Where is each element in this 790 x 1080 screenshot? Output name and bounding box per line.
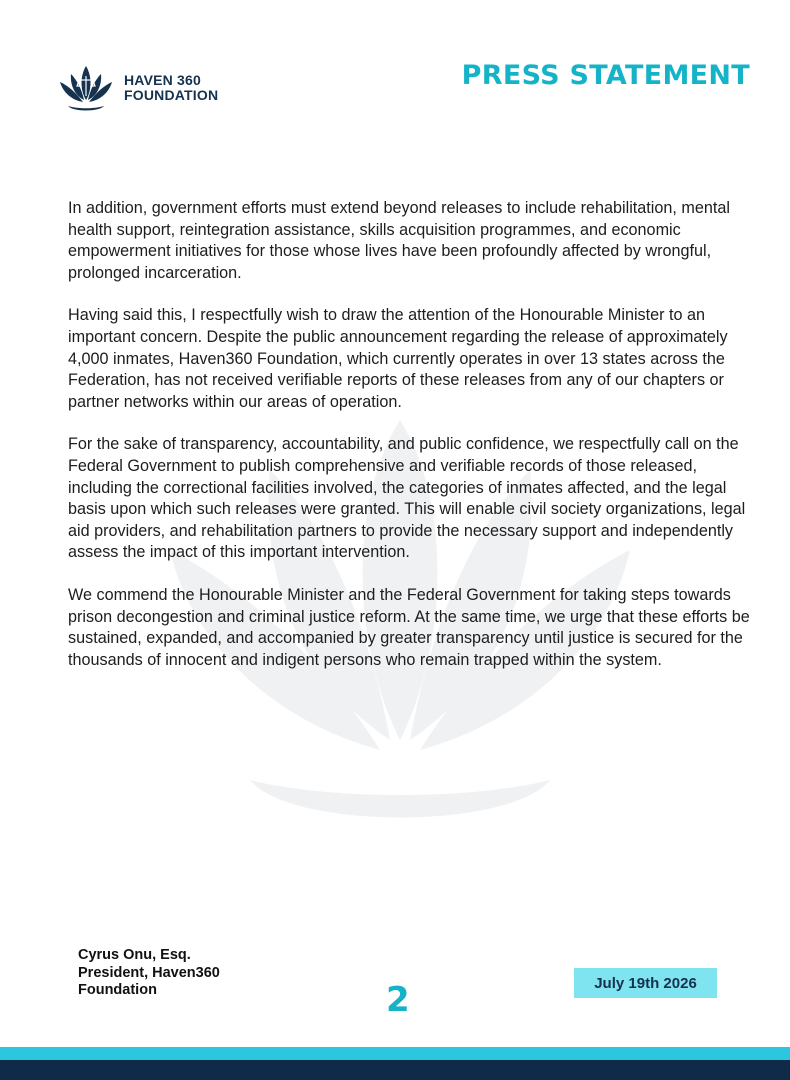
footer-band-dark <box>0 1060 790 1080</box>
page-title: PRESS STATEMENT <box>461 60 750 91</box>
footer-band-light <box>0 1047 790 1060</box>
logo-text <box>124 73 218 103</box>
date-badge <box>574 968 717 998</box>
lotus-scales-icon <box>58 62 114 114</box>
paragraph-4: We commend the Honourable Minister and the Federal Government for taking steps towards prison decongestion and criminal justice reform. At the same time, we urge that these efforts be sustained, expanded, and accompanied by greater transparency until justice is secured for the thousands of innocent and indigent persons who remain trapped within the system. <box>68 585 750 669</box>
logo-line-2: FOUNDATION <box>124 87 219 103</box>
signatory-title: President, Haven360 <box>78 964 220 981</box>
foundation-logo <box>58 62 218 114</box>
signatory-org: Foundation <box>78 982 157 998</box>
logo-line-1: HAVEN 360 <box>124 72 202 88</box>
paragraph-3: For the sake of transparency, accountability, and public confidence, we respectfully call on the Federal Government to publish comprehensive and verifiable records of those released, including the correctional facilities involved, the categories of inmates affected, and the legal basis upon which such releases were granted. This will enable civil society organizations, legal aid providers, and rehabilitation partners to provide the necessary support and independently assess the impact of this important intervention. <box>68 435 746 562</box>
date-text: July 19th 2026 <box>594 974 697 992</box>
signature-block <box>78 947 220 1000</box>
page-number: 2 <box>386 980 410 1020</box>
statement-body <box>68 198 758 692</box>
paragraph-1: In addition, government efforts must extend beyond releases to include rehabilitation, mental health support, reintegration assistance, skills acquisition programmes, and economic empowerment initiatives for those whose lives have been profoundly affected by wrongful, prolonged incarceration. <box>68 199 730 282</box>
paragraph-2: Having said this, I respectfully wish to draw the attention of the Honourable Minister to an important concern. Despite the public announcement regarding the release of approximately 4,000 inmates, Haven360 Foundation, which currently operates in over 13 states across the Federation, has not received verifiable reports of these releases from any of our chapters or partner networks within our areas of operation. <box>68 306 728 411</box>
signatory-name: Cyrus Onu, Esq. <box>78 947 191 963</box>
